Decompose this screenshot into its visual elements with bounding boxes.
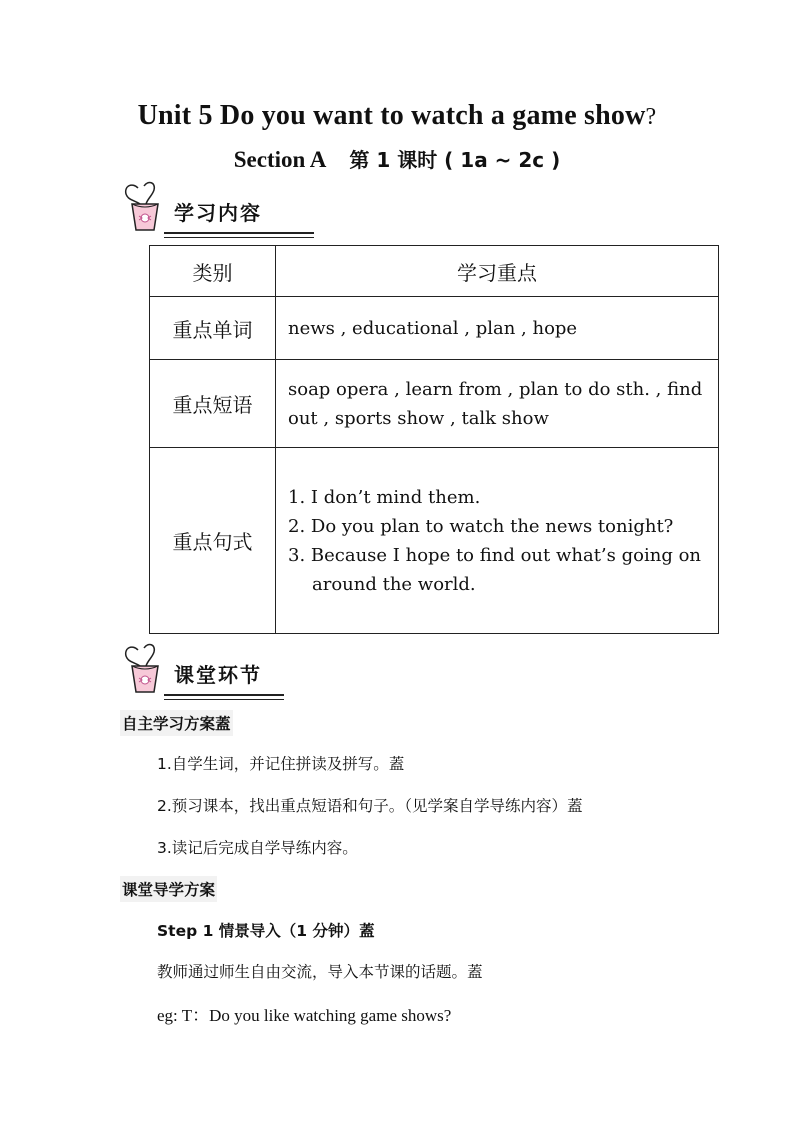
class-guide-heading: 课堂导学方案 <box>120 876 217 902</box>
pen-holder-icon <box>118 180 178 238</box>
subtitle-lesson: 第 1 课时 ( 1a ~ 2c ) <box>349 148 561 172</box>
sentence-item: 3. Because I hope to find out what’s going on around the world. <box>288 544 701 595</box>
title-text: Unit 5 Do you want to watch a game show <box>137 100 646 131</box>
sentence-item: 2. Do you plan to watch the news tonight? <box>288 515 674 537</box>
table-row <box>150 297 719 360</box>
pen-holder-icon <box>118 642 178 700</box>
table-row <box>150 448 719 634</box>
banner-underline <box>164 232 314 234</box>
banner-underline-thin <box>164 237 314 238</box>
class-section-banner <box>118 642 318 700</box>
key-points-table <box>149 245 719 634</box>
row-content: news , educational , plan , hope <box>276 297 719 360</box>
self-study-item: 2.预习课本，找出重点短语和句子。（见学案自学导练内容）蓋 <box>157 797 583 815</box>
header-category: 类别 <box>150 246 276 297</box>
study-content-banner <box>118 180 318 238</box>
title-question-mark: ? <box>645 104 657 130</box>
header-focus: 学习重点 <box>276 246 719 297</box>
banner-label-class-section: 课堂环节 <box>174 663 262 687</box>
page-subtitle <box>0 144 794 173</box>
sentence-list <box>288 483 706 599</box>
banner-label-study-content: 学习内容 <box>174 201 262 225</box>
example-line <box>157 1001 451 1026</box>
subtitle-section: Section A <box>233 147 327 172</box>
banner-underline <box>164 694 284 696</box>
page-title <box>0 100 794 132</box>
example-text: eg: T：Do you like watching game shows? <box>157 1006 452 1025</box>
row-content: soap opera , learn from , plan to do sth. , find out , sports show , talk show <box>276 360 719 448</box>
banner-underline-thin <box>164 699 284 700</box>
self-study-item: 1.自学生词，并记住拼读及拼写。蓋 <box>157 755 405 773</box>
row-category: 重点句式 <box>150 448 276 634</box>
step-heading: Step 1 情景导入（1 分钟）蓋 <box>157 922 375 940</box>
table-header-row <box>150 246 719 297</box>
row-category: 重点短语 <box>150 360 276 448</box>
table-row <box>150 360 719 448</box>
row-content <box>276 448 719 634</box>
sentence-item: 1. I don’t mind them. <box>288 486 481 508</box>
step-description: 教师通过师生自由交流，导入本节课的话题。蓋 <box>157 963 483 981</box>
self-study-item: 3.读记后完成自学导练内容。 <box>157 839 358 857</box>
row-category: 重点单词 <box>150 297 276 360</box>
self-study-heading: 自主学习方案蓋 <box>120 710 233 736</box>
